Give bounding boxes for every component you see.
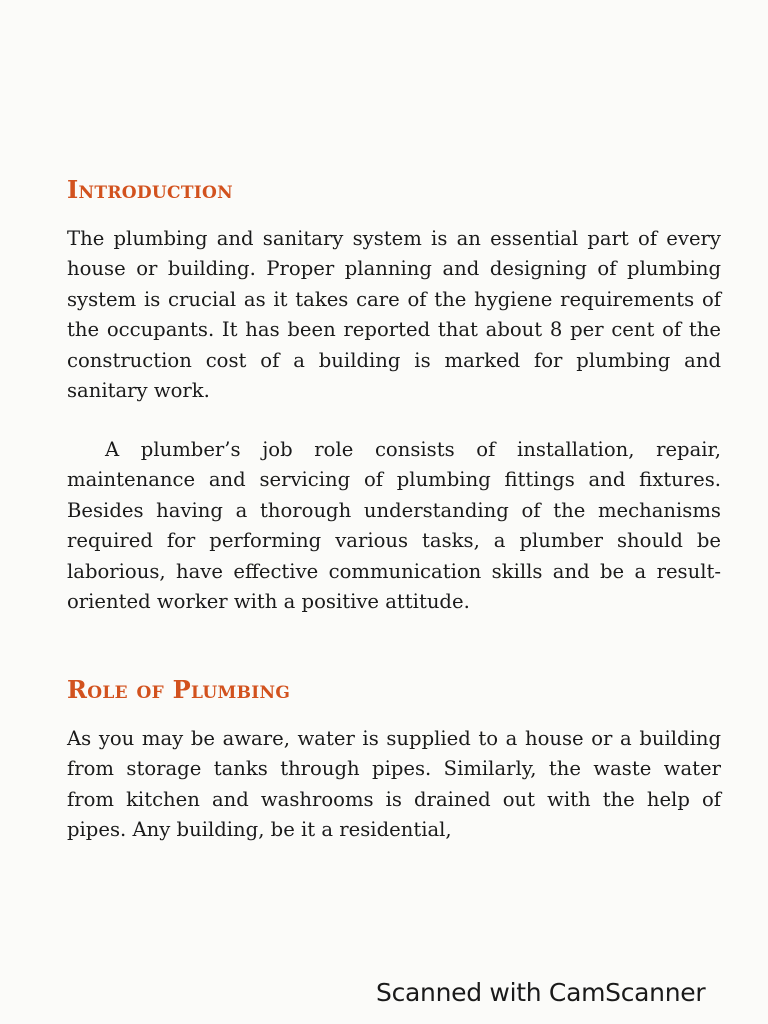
introduction-paragraph-2: A plumber’s job role consists of installation, repair, maintenance and servicing of plumbing fittings and fixtures. Besides having a thorough understanding of the mechanisms required for performing various tasks, a plumber should be laborious, have effective communication skills and be a result-oriented worker with a positive attitude. (67, 438, 721, 614)
introduction-paragraph-1: The plumbing and sanitary system is an essential part of every house or building. Proper planning and designing of plumbing system is crucial as it takes care of the hygiene requirements of the occupants. It has been reported that about 8 per cent of the construction cost of a building is marked for plumbing and sanitary work. (67, 227, 721, 403)
section-heading-introduction: Introduction (67, 175, 234, 204)
camscanner-label: Scanned with CamScanner (376, 978, 706, 1007)
role-of-plumbing-paragraph-1: As you may be aware, water is supplied to a house or a building from storage tanks through pipes. Similarly, the waste water from kitchen and washrooms is drained out with the help of pipes. Any building, be it a residential, (67, 727, 721, 842)
section-heading-role-of-plumbing: Role of Plumbing (67, 675, 291, 704)
